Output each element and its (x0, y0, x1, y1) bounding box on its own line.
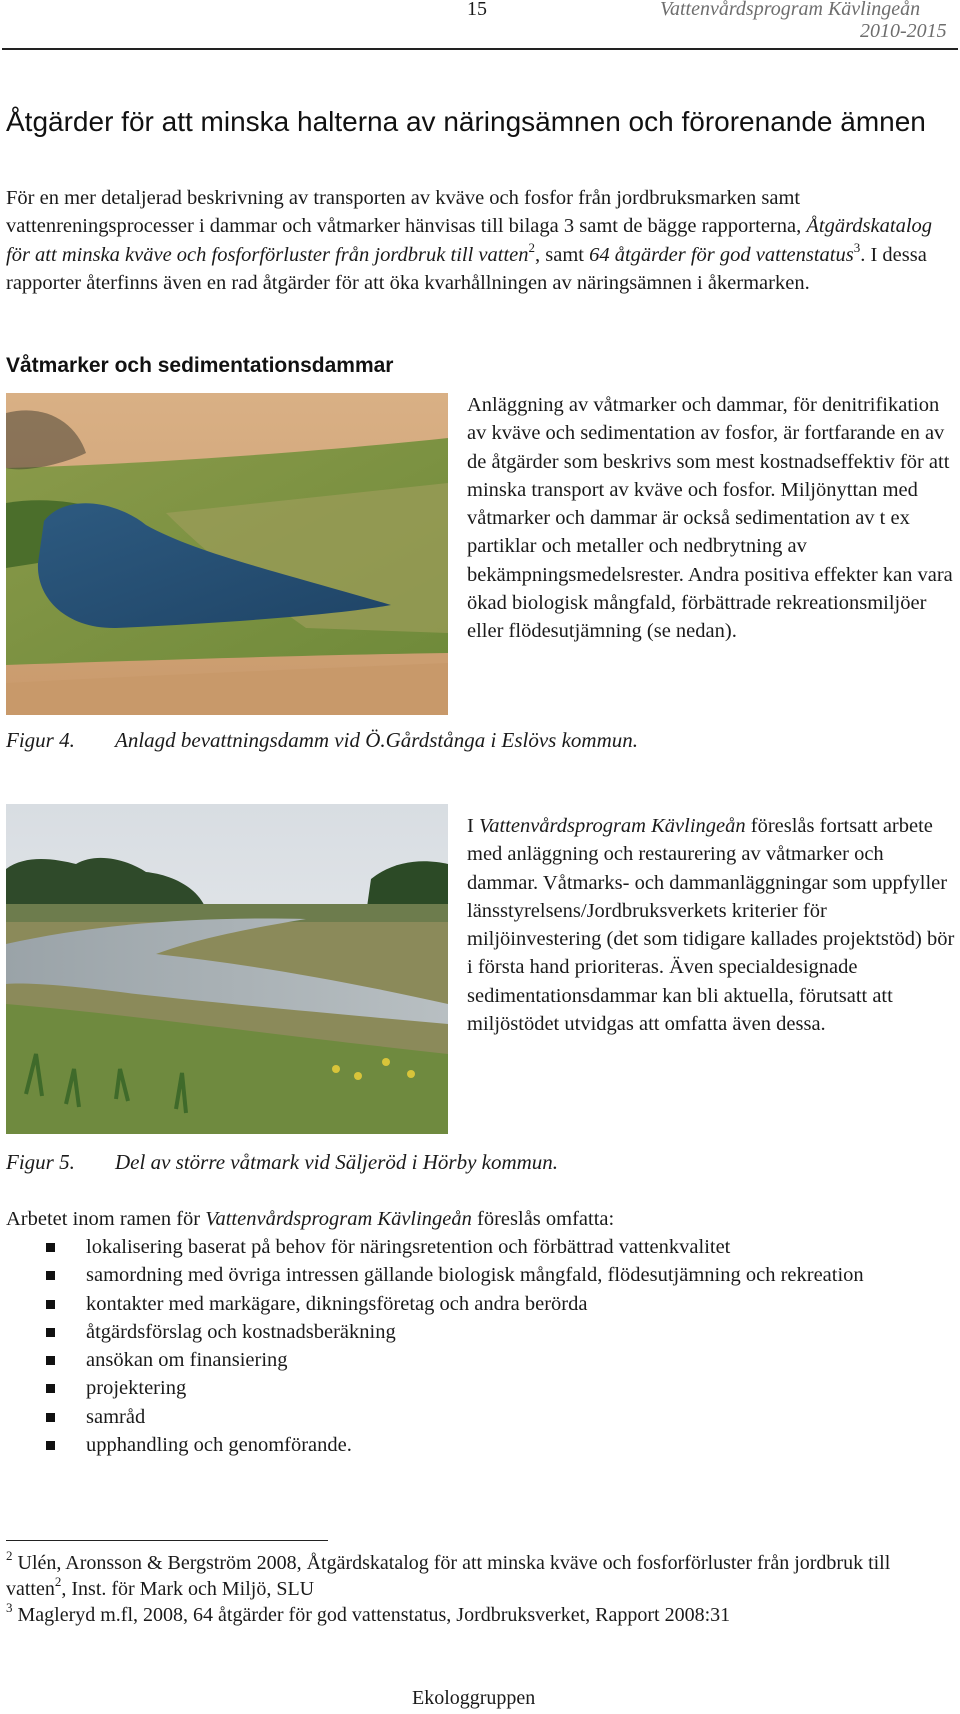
report-title-1: Åtgärdskatalog för att minska kväve och fosforförluster från jordbruk till vatten (6, 215, 933, 266)
subheading-wetlands: Våtmarker och sedimentationsdammar (6, 354, 394, 377)
wetlands-paragraph: Anläggning av våtmarker och dammar, för denitrifikation av kväve och sedimentation av fosfor, är fortfarande en av de åtgärder som beskrivs som mest kostnadseffektiv för att minska transport av kväve och fosfor. Miljönyttan med våtmarker och dammar är också sedimentation av t ex partiklar och metaller och nedbrytning av bekämpningsmedelsrester. Andra positiva effekter kan vara ökad biologisk mångfald, förbättrade rekreationsmiljöer eller flödesutjämning (se nedan). (467, 394, 953, 643)
figure-5-label: Figur 5. (6, 1150, 75, 1174)
list-item: åtgärdsförslag och kostnadsberäkning (0, 1318, 926, 1346)
page-number: 15 (467, 0, 487, 20)
section-title: Åtgärder för att minska halterna av näringsämnen och förorenande ämnen (6, 106, 926, 137)
figure-5-photo (6, 804, 448, 1134)
list-item: upphandling och genomförande. (0, 1431, 926, 1459)
list-item: samråd (0, 1403, 926, 1431)
program-title: Vattenvårdsprogram Kävlingeån (478, 815, 746, 837)
intro-text-1: För en mer detaljerad beskrivning av transporten av kväve och fosfor från jordbruksmarken samt vattenreningsprocesser i dammar och våtmarker hänvisas till bilaga 3 samt de bägge rapporterna, (6, 187, 807, 238)
footnote-2-inner-sup: 2 (54, 1574, 62, 1589)
footnote-2-text: Ulén, Aronsson & Bergström 2008, Åtgärdskatalog för att minska kväve och fosforförluster från jordbruk till vatten (6, 1552, 891, 1600)
figure-4-photo (6, 393, 448, 715)
footnote-3-text: Magleryd m.fl, 2008, 64 åtgärder för god vattenstatus, Jordbruksverket, Rapport 2008:31 (12, 1604, 731, 1626)
footnote-2-mark: 2 (6, 1548, 13, 1563)
figure-4-caption: Anlagd bevattningsdamm vid Ö.Gårdstånga i Eslövs kommun. (115, 728, 639, 752)
footnote-rule (6, 1540, 328, 1541)
figure-5-caption: Del av större våtmark vid Säljeröd i Hörby kommun. (115, 1150, 559, 1174)
list-intro-text: föreslås omfatta: (471, 1208, 615, 1230)
intro-text-3: . I dessa rapporter återfinns även en rad åtgärder för att öka kvarhållningen av näringsämnen i åkermarken. (6, 243, 927, 294)
intro-text-2: , samt (535, 243, 590, 266)
program-paragraph (467, 812, 955, 1038)
footnote-3-mark: 3 (6, 1600, 13, 1615)
intro-paragraph (6, 184, 951, 297)
program-text: föreslås fortsatt arbete med anläggning och restaurering av våtmarker och dammar. Våtmarks- och dammanläggningar som uppfyller länsstyrelsens/Jordbruksverkets kriterier för miljöinvestering (det som tidigare kallades projektstöd) bör i första hand prioriteras. Även specialdesignade sedimentationsdammar kan bli aktuella, förutsatt att miljöstödet utvidgas att omfatta även dessa. (467, 815, 955, 1036)
list-intro-prefix: Arbetet inom ramen för (6, 1208, 206, 1230)
list-intro (6, 1205, 951, 1233)
list-item: projektering (0, 1374, 926, 1402)
page-footer: Ekologgruppen (412, 1687, 536, 1709)
list-item: ansökan om finansiering (0, 1346, 926, 1374)
list-item: kontakter med markägare, dikningsföretag och andra berörda (0, 1290, 926, 1318)
footnotes (6, 1550, 951, 1628)
footnote-ref-2: 2 (528, 239, 536, 255)
program-prefix: I (467, 815, 479, 837)
footnote-3 (6, 1602, 951, 1628)
measures-list (0, 1233, 960, 1459)
list-intro-title: Vattenvårdsprogram Kävlingeån (205, 1208, 472, 1230)
figure-4-label: Figur 4. (6, 728, 75, 752)
list-item: samordning med övriga intressen gällande biologisk mångfald, flödesutjämning och rekreation (0, 1261, 926, 1289)
footnote-2-tail: , Inst. för Mark och Miljö, SLU (61, 1578, 315, 1600)
footnote-ref-3: 3 (853, 239, 861, 255)
running-years: 2010-2015 (860, 20, 947, 42)
report-title-2: 64 åtgärder för god vattenstatus (589, 243, 854, 266)
running-title: Vattenvårdsprogram Kävlingeån (660, 0, 921, 20)
header-rule (2, 48, 958, 50)
list-item: lokalisering baserat på behov för näringsretention och förbättrad vattenkvalitet (0, 1233, 926, 1261)
footnote-2 (6, 1550, 951, 1602)
